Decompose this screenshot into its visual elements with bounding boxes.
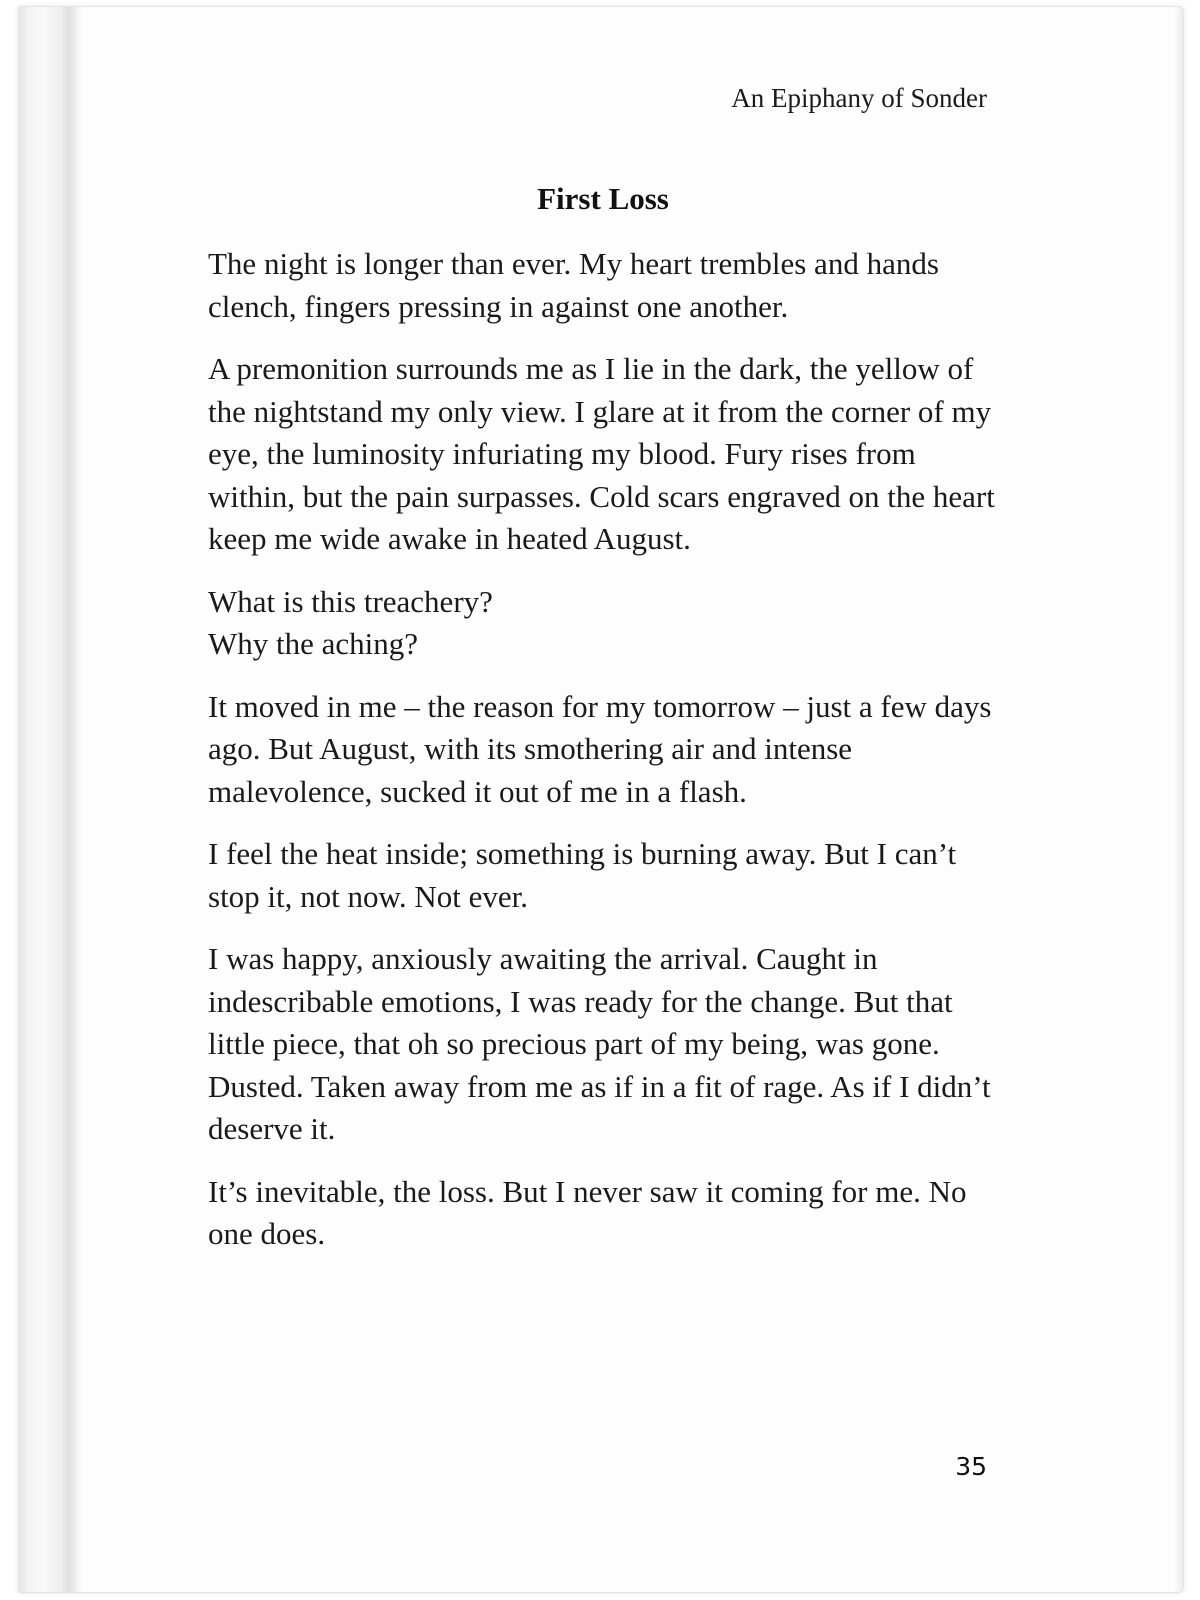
page-number: 35: [955, 1452, 987, 1481]
paragraph: What is this treachery? Why the aching?: [208, 583, 493, 661]
chapter-title: First Loss: [537, 181, 669, 216]
page-edge: [1175, 7, 1183, 1592]
book-page: [18, 6, 1184, 1593]
paragraph: It’s inevitable, the loss. But I never saw it coming for me. No one does.: [208, 1173, 967, 1251]
paragraph: It moved in me – the reason for my tomorrow – just a few days ago. But August, with its smothering air and intense malevolence, sucked it out of me in a flash.: [208, 688, 992, 809]
body-text: [208, 243, 998, 1276]
paragraph: The night is longer than ever. My heart trembles and hands clench, fingers pressing in against one another.: [208, 246, 939, 324]
paragraph: I was happy, anxiously awaiting the arrival. Caught in indescribable emotions, I was ready for the change. But that little piece, that oh so precious part of my being, was gone. Dusted. Taken away from me as if in a fit of rage. As if I didn’t deserve it.: [208, 941, 991, 1146]
paragraph: I feel the heat inside; something is burning away. But I can’t stop it, not now. Not ever.: [208, 836, 957, 914]
book-spine: [19, 7, 83, 1592]
paragraph: A premonition surrounds me as I lie in the dark, the yellow of the nightstand my only view. I glare at it from the corner of my eye, the luminosity infuriating my blood. Fury rises from within, but the pain surpasses. Cold scars engraved on the heart keep me wide awake in heated August.: [208, 351, 995, 556]
running-header: An Epiphany of Sonder: [731, 83, 987, 113]
